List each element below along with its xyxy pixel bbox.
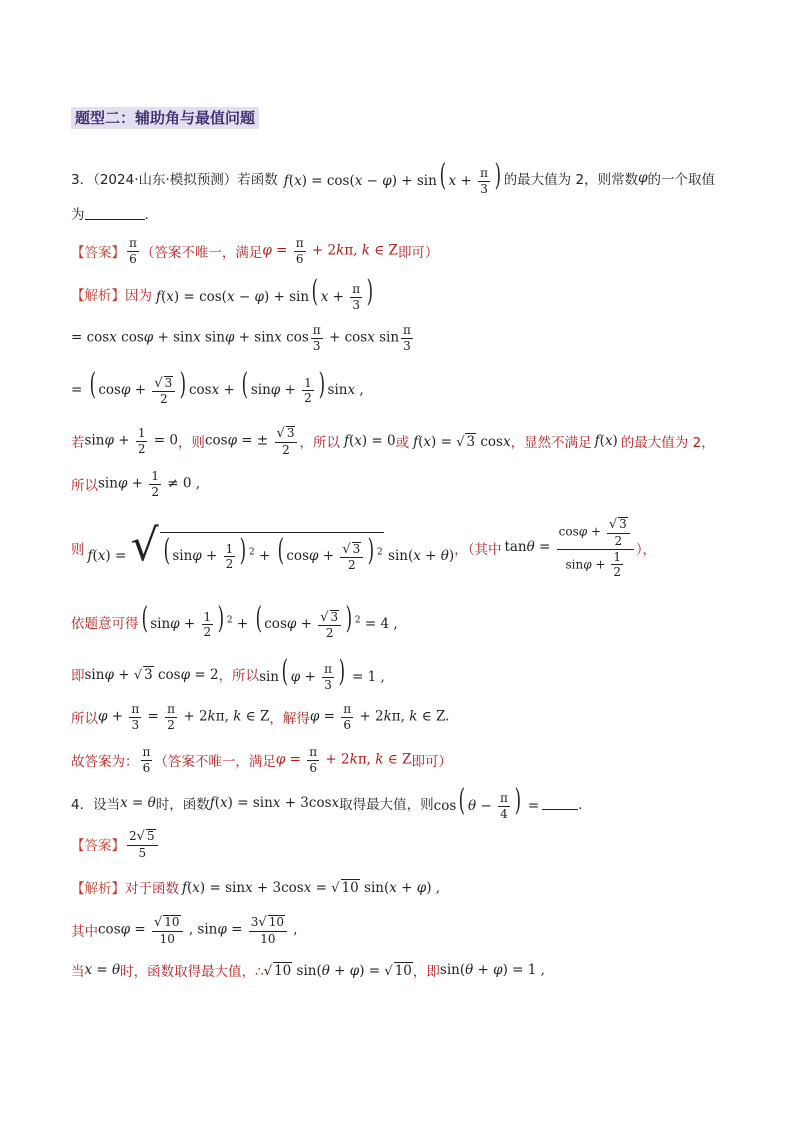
q3-prefix: 3．（2024·山东·模拟预测）若函数	[71, 172, 278, 188]
q3-tail: 的一个取值	[647, 172, 716, 188]
analysis-tag: 【解析】	[71, 288, 125, 304]
section-title: 题型二：辅助角与最值问题	[71, 107, 259, 129]
q3-function: f(x) = cos(x − φ) + sin( x + $\frac{\pi}{3}$ )	[283, 157, 502, 196]
answer-tag: 【答案】	[71, 245, 125, 261]
answer-blank	[542, 797, 578, 810]
q3-condition: 的最大值为 2，则常数	[503, 172, 639, 188]
answer-blank	[85, 207, 145, 220]
